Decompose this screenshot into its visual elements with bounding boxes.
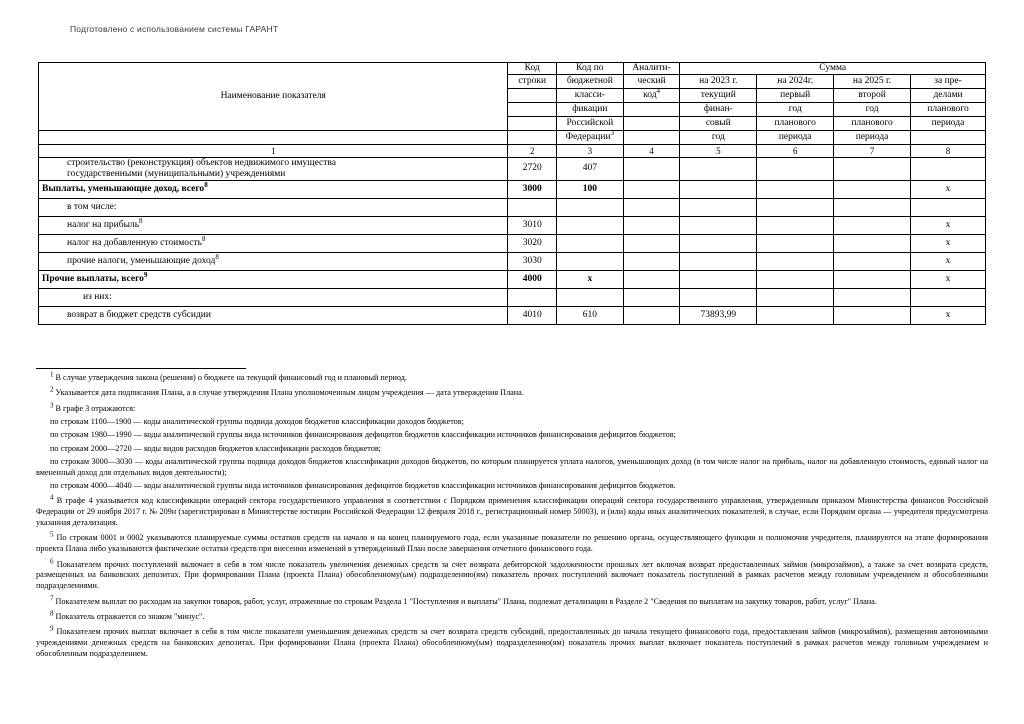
row-sum-beyond: х — [911, 306, 986, 324]
row-label-other-payments-total — [39, 270, 508, 288]
footnote-3-sub-2: по строкам 1980—1990 — коды аналитической группы вида источников финансирования дефицитов бюджетов классификации источников финансирования дефицитов бюджетов; — [50, 430, 676, 440]
col-number-4: 4 — [623, 144, 680, 157]
header-cell-code-blank-5 — [508, 116, 557, 130]
header-cell-name: Наименование показателя — [39, 63, 508, 131]
header-cell-code-1: Код — [508, 63, 557, 75]
row-sum-2024 — [757, 306, 834, 324]
row-budget-code — [556, 252, 623, 270]
header-cell-sum-2025-4: планового — [834, 116, 911, 130]
footnote-3-block — [36, 400, 988, 492]
footnote-5 — [36, 530, 989, 555]
header-budget-federation-label: Федерации — [565, 131, 611, 142]
row-sum-2023 — [680, 252, 757, 270]
row-sum-2023: 73893,99 — [680, 306, 757, 324]
row-label-text: Выплаты, уменьшающие доход, всего — [42, 183, 205, 194]
header-cell-name-blank-6 — [39, 130, 508, 144]
row-sum-2025 — [834, 252, 911, 270]
footnote-6 — [36, 556, 988, 592]
row-label-of-which: из них: — [39, 288, 508, 306]
footnote-1 — [36, 370, 988, 384]
footnote-1-text: В случае утверждения закона (решения) о бюджете на текущий финансовый год и плановый период. — [55, 373, 407, 382]
row-budget-code — [556, 234, 623, 252]
header-cell-analytic-blank-5 — [623, 116, 680, 130]
header-cell-budget-1: Код по — [556, 63, 623, 75]
row-budget-code — [556, 288, 623, 306]
row-budget-code — [556, 216, 623, 234]
table-row — [39, 252, 986, 270]
table-header-row-1 — [39, 63, 986, 75]
footnote-2 — [36, 385, 988, 399]
row-label-superscript: 8 — [139, 216, 143, 225]
footnote-4-marker: 4 — [50, 493, 54, 502]
row-budget-code: х — [556, 270, 623, 288]
row-code — [508, 288, 557, 306]
footnote-3-marker: 3 — [50, 400, 54, 409]
footnote-1-marker: 1 — [50, 370, 54, 379]
row-sum-2024 — [757, 157, 834, 180]
col-number-1: 1 — [39, 144, 508, 157]
row-code — [508, 198, 557, 216]
row-sum-beyond: х — [911, 216, 986, 234]
row-label-text: налог на прибыль — [67, 219, 140, 230]
table-column-numbers-row — [39, 144, 986, 157]
footnote-2-marker: 2 — [50, 385, 54, 394]
header-cell-beyond-3: планового — [911, 102, 986, 116]
row-sum-2025 — [834, 157, 911, 180]
header-cell-beyond-2: делами — [911, 88, 986, 102]
footnote-separator-rule — [36, 368, 246, 369]
footnote-5-marker: 5 — [50, 530, 54, 539]
row-sum-beyond: х — [911, 180, 986, 198]
footnote-4-text: В графе 4 указывается код классификации операций сектора государственного управления в соответствии с Порядком применения классификации операций сектора государственного управления, утвержденным приказом Министерства финансов Российской Федерации от 29 ноября 2017 г. № 209н (зарегистрирован в Министерстве юстиции Российской Федерации 12 февраля 2018 г., регистрационный номер 50003), и (или) коды иных аналитических показателей, в случае, если Порядком органа — учредителя предусмотрена указанная детализация. — [36, 496, 989, 528]
row-sum-beyond: х — [911, 270, 986, 288]
col-number-8: 8 — [911, 144, 986, 157]
header-cell-budget-6 — [556, 130, 623, 144]
row-code: 3020 — [508, 234, 557, 252]
col-number-5: 5 — [680, 144, 757, 157]
footnote-8-marker: 8 — [50, 609, 54, 618]
header-cell-sum-2023-1: на 2023 г. — [680, 74, 757, 88]
row-code: 3000 — [508, 180, 557, 198]
row-sum-2023 — [680, 288, 757, 306]
header-cell-code-2: строки — [508, 74, 557, 88]
row-sum-2023 — [680, 270, 757, 288]
header-cell-budget-4: фикации — [556, 102, 623, 116]
col-number-7: 7 — [834, 144, 911, 157]
row-sum-2023 — [680, 216, 757, 234]
footnote-3-sub-3: по строкам 2000—2720 — коды видов расходов бюджетов классификации расходов бюджетов; — [50, 443, 381, 453]
footnote-7-text: Показателем выплат по расходам на закупки товаров, работ, услуг, отраженные по строкам Раздела 1 "Поступления и выплаты" Плана, подлежат детализации в Разделе 2 "Сведения по выплатам на закупку товаров, работ, услуг" Плана. — [55, 596, 877, 606]
header-analytic-code-superscript: 4 — [656, 86, 661, 95]
header-cell-sum-2023-2: текущий — [680, 88, 757, 102]
row-code: 3010 — [508, 216, 557, 234]
header-cell-sum-2024-5: периода — [757, 130, 834, 144]
row-sum-2025 — [834, 288, 911, 306]
row-sum-2025 — [834, 180, 911, 198]
row-label-other-taxes — [39, 252, 508, 270]
row-sum-2024 — [757, 198, 834, 216]
row-sum-2024 — [757, 234, 834, 252]
footnote-3-sub-4: по строкам 3000—3030 — коды аналитической группы подвида доходов бюджетов классификации доходов бюджетов, по которым планируется уплата налогов, уменьшающих доход (в том числе налог на прибыль, налог на добавленную стоимость, единый налог на вмененный доход для отдельных видов деятельности); — [36, 456, 988, 477]
row-budget-code: 407 — [556, 157, 623, 180]
footnote-6-marker: 6 — [50, 556, 54, 565]
row-label-superscript: 8 — [204, 180, 208, 189]
header-cell-sum-2023-3: финан- — [680, 102, 757, 116]
row-label-superscript: 8 — [215, 252, 219, 261]
plan-table — [38, 62, 986, 325]
footnote-9 — [36, 624, 988, 659]
row-code: 3030 — [508, 252, 557, 270]
footnotes-section — [36, 368, 988, 664]
row-budget-code — [556, 198, 623, 216]
header-cell-budget-3: класси- — [556, 88, 623, 102]
table-row — [39, 198, 986, 216]
row-code: 4010 — [508, 306, 557, 324]
row-budget-code: 100 — [556, 180, 623, 198]
header-cell-code-blank-3 — [508, 88, 557, 102]
row-analytic-code — [623, 252, 680, 270]
footnote-3 — [36, 400, 988, 415]
footnote-2-text: Указывается дата подписания Плана, а в случае утверждения Плана уполномоченным лицом учреждения — дата утверждения Плана. — [55, 388, 524, 398]
row-code: 2720 — [508, 157, 557, 180]
row-analytic-code — [623, 306, 680, 324]
row-label-construction — [39, 157, 508, 180]
row-label-superscript: 9 — [143, 270, 148, 279]
table-row — [39, 306, 986, 324]
header-cell-analytic-blank-6 — [623, 130, 680, 144]
header-cell-analytic-1: Аналити- — [623, 63, 680, 75]
footnote-5-text: По строкам 0001 и 0002 указываются планируемые суммы остатков средств на начало и на конец планируемого года, если указанные показатели по решению органа, осуществляющего функции и полномочия учредителя, планируются на этапе формирования проекта Плана либо указываются фактические остатки средств при внесении изменений в утвержденный План после завершения отчетного финансового года. — [36, 533, 989, 554]
row-analytic-code — [623, 157, 680, 180]
table-row — [39, 288, 986, 306]
row-sum-2023 — [680, 157, 757, 180]
header-budget-superscript: 3 — [610, 128, 615, 137]
row-label-vat — [39, 234, 508, 252]
header-cell-sum-2025-1: на 2025 г. — [834, 74, 911, 88]
header-analytic-code-label: код — [643, 89, 657, 100]
header-cell-sum-2025-5: периода — [834, 130, 911, 144]
row-analytic-code — [623, 198, 680, 216]
row-sum-2024 — [757, 270, 834, 288]
row-sum-2025 — [834, 216, 911, 234]
col-number-6: 6 — [757, 144, 834, 157]
row-sum-2025 — [834, 306, 911, 324]
footnote-8-text: Показатель отражается со знаком "минус". — [55, 611, 205, 621]
footnote-3-sub-5: по строкам 4000—4040 — коды аналитической группы вида источников финансирования дефицитов бюджетов классификации источников финансирования дефицитов бюджетов. — [50, 481, 676, 491]
row-sum-2023 — [680, 198, 757, 216]
row-sum-beyond — [911, 198, 986, 216]
header-cell-beyond-1: за пре- — [911, 74, 986, 88]
row-analytic-code — [623, 234, 680, 252]
row-label-superscript: 8 — [201, 234, 206, 243]
header-cell-beyond-5 — [911, 130, 986, 144]
row-label-line-2: государственными (муниципальными) учреждениями — [67, 168, 286, 179]
header-cell-sum-2025-3: год — [834, 102, 911, 116]
table-row — [39, 270, 986, 288]
row-label-text: налог на добавленную стоимость — [67, 237, 202, 248]
table-row — [39, 180, 986, 198]
row-sum-2024 — [757, 252, 834, 270]
footnote-9-marker: 9 — [50, 624, 54, 633]
col-number-3: 3 — [556, 144, 623, 157]
row-analytic-code — [623, 216, 680, 234]
row-label-subsidy-return: возврат в бюджет средств субсидии — [39, 306, 508, 324]
footnote-6-text: Показателем прочих поступлений включает в себя в том числе показатель увеличения денежных средств за счет возврата дебиторской задолженности прошлых лет включая возврат предоставленных займов (микрозаймов), а также за счет возврата средств, размещенных на банковских депозитах. При формировании Плана (проекта Плана) обособленному(ым) подразделению(ям) показатель прочих поступлений включает показатель поступлений в рамках расчетов между головным учреждением и обособленными подразделениями. — [36, 559, 988, 591]
row-sum-2024 — [757, 180, 834, 198]
row-analytic-code — [623, 288, 680, 306]
header-cell-budget-2: бюджетной — [556, 74, 623, 88]
row-label-including: в том числе: — [39, 198, 508, 216]
header-cell-sum-2024-1: на 2024г. — [757, 74, 834, 88]
row-sum-2023 — [680, 180, 757, 198]
footnote-8 — [36, 609, 988, 623]
row-code: 4000 — [508, 270, 557, 288]
footnote-9-text: Показателем прочих выплат включает в себя в том числе показатели уменьшения денежных средств за счет возврата средств субсидий, предоставленных до начала текущего финансового года, предоставления займов (микрозаймов), размещения автономными учреждениями денежных средств на банковских депозитах. При формировании Плана (проекта Плана) обособленному(ым) подразделению(ям) показатель прочих выплат включает показатель поступлений в рамках расчетов между головным учреждением и обособленным подразделением. — [36, 627, 988, 658]
col-number-2: 2 — [508, 144, 557, 157]
row-sum-beyond: х — [911, 252, 986, 270]
row-analytic-code — [623, 270, 680, 288]
row-label-line-1: строительство (реконструкция) объектов недвижимого имущества — [67, 157, 337, 168]
footnote-7 — [36, 593, 988, 608]
row-label-profit-tax — [39, 216, 508, 234]
footnote-3-sub-1: по строкам 1100—1900 — коды аналитической группы подвида доходов бюджетов классификации доходов бюджетов; — [50, 416, 464, 426]
garant-watermark-note: Подготовлено с использованием системы ГАРАНТ — [70, 24, 279, 34]
row-sum-beyond — [911, 288, 986, 306]
header-cell-beyond-4: периода — [911, 116, 986, 130]
footnote-7-marker: 7 — [50, 593, 54, 602]
table-row — [39, 234, 986, 252]
header-cell-code-blank-6 — [508, 130, 557, 144]
row-sum-beyond — [911, 157, 986, 180]
footnote-4 — [36, 493, 989, 528]
row-analytic-code — [623, 180, 680, 198]
header-cell-analytic-3 — [623, 88, 680, 102]
header-cell-analytic-2: ческий — [623, 74, 680, 88]
header-cell-code-blank-4 — [508, 102, 557, 116]
row-sum-2024 — [757, 288, 834, 306]
row-sum-2025 — [834, 270, 911, 288]
table-row — [39, 157, 986, 180]
header-cell-sum: Сумма — [680, 63, 986, 75]
header-cell-sum-2023-5: год — [680, 130, 757, 144]
row-sum-2024 — [757, 216, 834, 234]
footnote-3-text: В графе 3 отражаются: — [55, 403, 136, 413]
table-row — [39, 216, 986, 234]
header-cell-sum-2024-3: год — [757, 102, 834, 116]
header-cell-analytic-blank-4 — [623, 102, 680, 116]
header-cell-sum-2023-4: совый — [680, 116, 757, 130]
row-sum-2025 — [834, 198, 911, 216]
header-cell-sum-2024-2: первый — [757, 88, 834, 102]
row-label-text: Прочие выплаты, всего — [42, 273, 144, 284]
row-sum-beyond: х — [911, 234, 986, 252]
header-cell-budget-5: Российской — [556, 116, 623, 130]
header-cell-sum-2025-2: второй — [834, 88, 911, 102]
row-sum-2025 — [834, 234, 911, 252]
row-budget-code: 610 — [556, 306, 623, 324]
row-label-text: прочие налоги, уменьшающие доход — [67, 255, 216, 266]
table-header-row-6 — [39, 130, 986, 144]
header-cell-sum-2024-4: планового — [757, 116, 834, 130]
row-sum-2023 — [680, 234, 757, 252]
row-label-payments-reducing-income — [39, 180, 508, 198]
